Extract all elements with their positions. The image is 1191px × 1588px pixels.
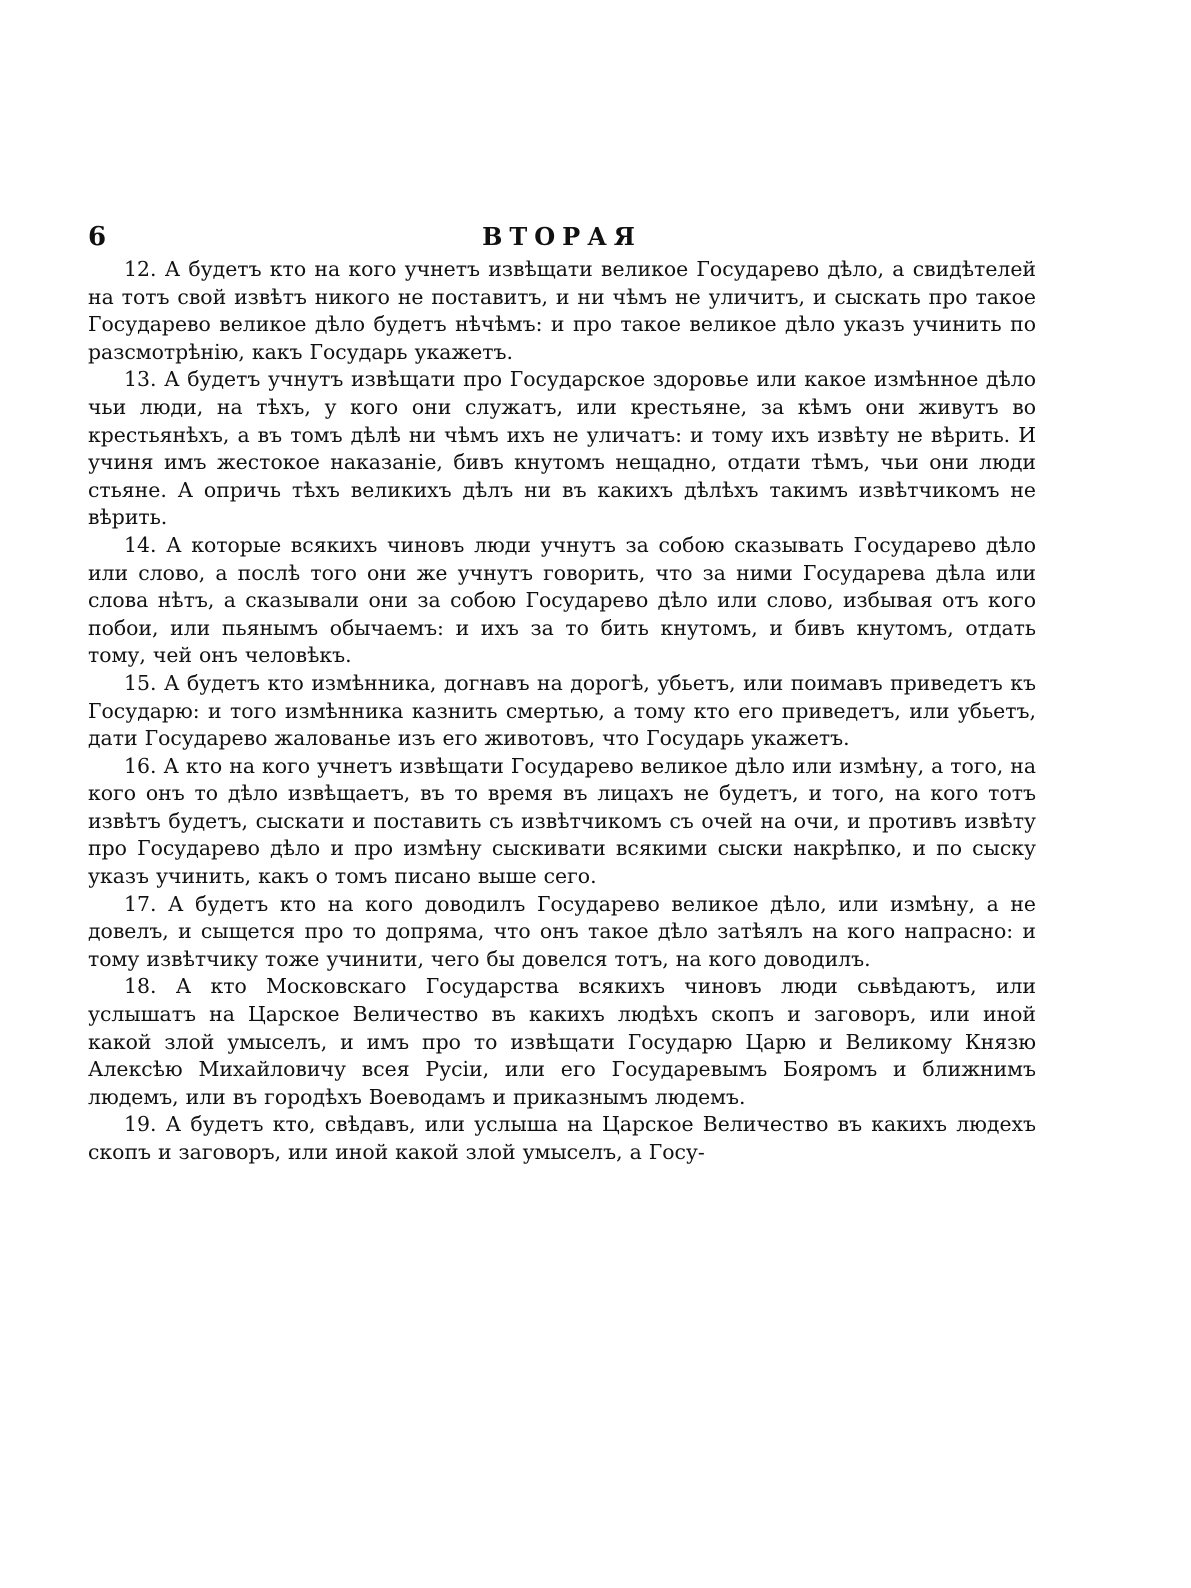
- article-15: [88, 670, 1036, 753]
- page-number: 6: [88, 222, 107, 252]
- article-17: [88, 891, 1036, 974]
- article-number: 12.: [124, 257, 157, 281]
- article-text: А кто на кого учнетъ извѣщати Государево великое дѣло или измѣну, а того, на кого онъ то дѣло извѣщаетъ, въ то время въ лицахъ не будетъ, и того, на кого тотъ извѣтъ будетъ, сыскати и поставить съ извѣтчикомъ съ очей на очи, и противъ извѣту про Государево дѣло и про измѣну сыскивати всякими сыски накрѣпко, и по сыску указъ учинить, какъ о томъ писано выше сего.: [88, 753, 1036, 889]
- article-number: 19.: [124, 1112, 157, 1137]
- article-text: А будетъ кто, свѣдавъ, или услыша на Царское Величество въ какихъ людехъ скопъ и заговоръ, или иной какой злой умыселъ, а Госу-: [88, 1112, 1037, 1164]
- article-text: А будетъ кто на кого учнетъ извѣщати великое Государево дѣло, а свидѣтелей на тотъ свой извѣтъ никого не поставитъ, и ни чѣмъ не уличитъ, и сыскать про такое Государево великое дѣло будетъ нѣчѣмъ: и про такое великое дѣло указъ учинить по разсмотрѣнiю, какъ Государь укажетъ.: [88, 257, 1036, 364]
- article-text: А будетъ кто на кого доводилъ Государево великое дѣло, или измѣну, а не довелъ, и сыщется про то допряма, что онъ такое дѣло затѣялъ на кого напрасно: и тому извѣтчику тоже учинити, чего бы довелся тотъ, на кого доводилъ.: [88, 891, 1036, 971]
- article-number: 17.: [124, 891, 157, 916]
- article-16: [88, 753, 1036, 891]
- document-page: [88, 222, 1036, 1167]
- article-number: 16.: [124, 753, 157, 778]
- running-title: ВТОРАЯ: [482, 222, 642, 251]
- article-19: [88, 1111, 1036, 1166]
- article-12: [88, 256, 1036, 366]
- page-header: [88, 222, 1036, 256]
- article-number: 13.: [124, 367, 157, 392]
- article-14: [88, 532, 1036, 670]
- article-number: 18.: [124, 974, 157, 999]
- article-text: А будетъ кто измѣнника, догнавъ на дорогѣ, убьетъ, или поимавъ приведетъ къ Государю: и того измѣнника казнить смертью, а тому кто его приведетъ, или убьетъ, дати Государево жалованье изъ его животовъ, что Государь укажетъ.: [88, 670, 1036, 751]
- article-number: 14.: [124, 532, 157, 557]
- article-text: А будетъ учнутъ извѣщати про Государское здоровье или какое измѣнное дѣло чьи люди, на тѣхъ, у кого они служатъ, или крестьяне, за кѣмъ они живутъ во крестьянѣхъ, а въ томъ дѣлѣ ни чѣмъ ихъ не уличатъ: и тому ихъ извѣту не вѣрить. И учиня имъ жестокое наказанiе, бивъ кнутомъ нещадно, отдати тѣмъ, чьи они люди стьяне. А опричь тѣхъ великихъ дѣлъ ни въ какихъ дѣлѣхъ такимъ извѣтчикомъ не вѣрить.: [88, 367, 1036, 530]
- article-text: А которые всякихъ чиновъ люди учнутъ за собою сказывать Государево дѣло или слово, а послѣ того они же учнутъ говорить, что за ними Государева дѣла или слова нѣтъ, а сказывали они за собою Государево дѣло или слово, избывая отъ кого побои, или пьянымъ обычаемъ: и ихъ за то бить кнутомъ, и бивъ кнутомъ, отдать тому, чей онъ человѣкъ.: [88, 532, 1037, 668]
- article-13: [88, 366, 1036, 532]
- article-18: [88, 973, 1036, 1111]
- article-number: 15.: [124, 670, 157, 695]
- article-text: А кто Московскаго Государства всякихъ чиновъ люди сьвѣдаютъ, или услышатъ на Царское Величество въ какихъ людѣхъ скопъ и заговоръ, или иной какой злой умыселъ, и имъ про то извѣщати Государю Царю и Великому Князю Алексѣю Михайловичу всея Русiи, или его Государевымъ Бояромъ и ближнимъ людемъ, или въ городѣхъ Воеводамъ и приказнымъ людемъ.: [88, 974, 1036, 1109]
